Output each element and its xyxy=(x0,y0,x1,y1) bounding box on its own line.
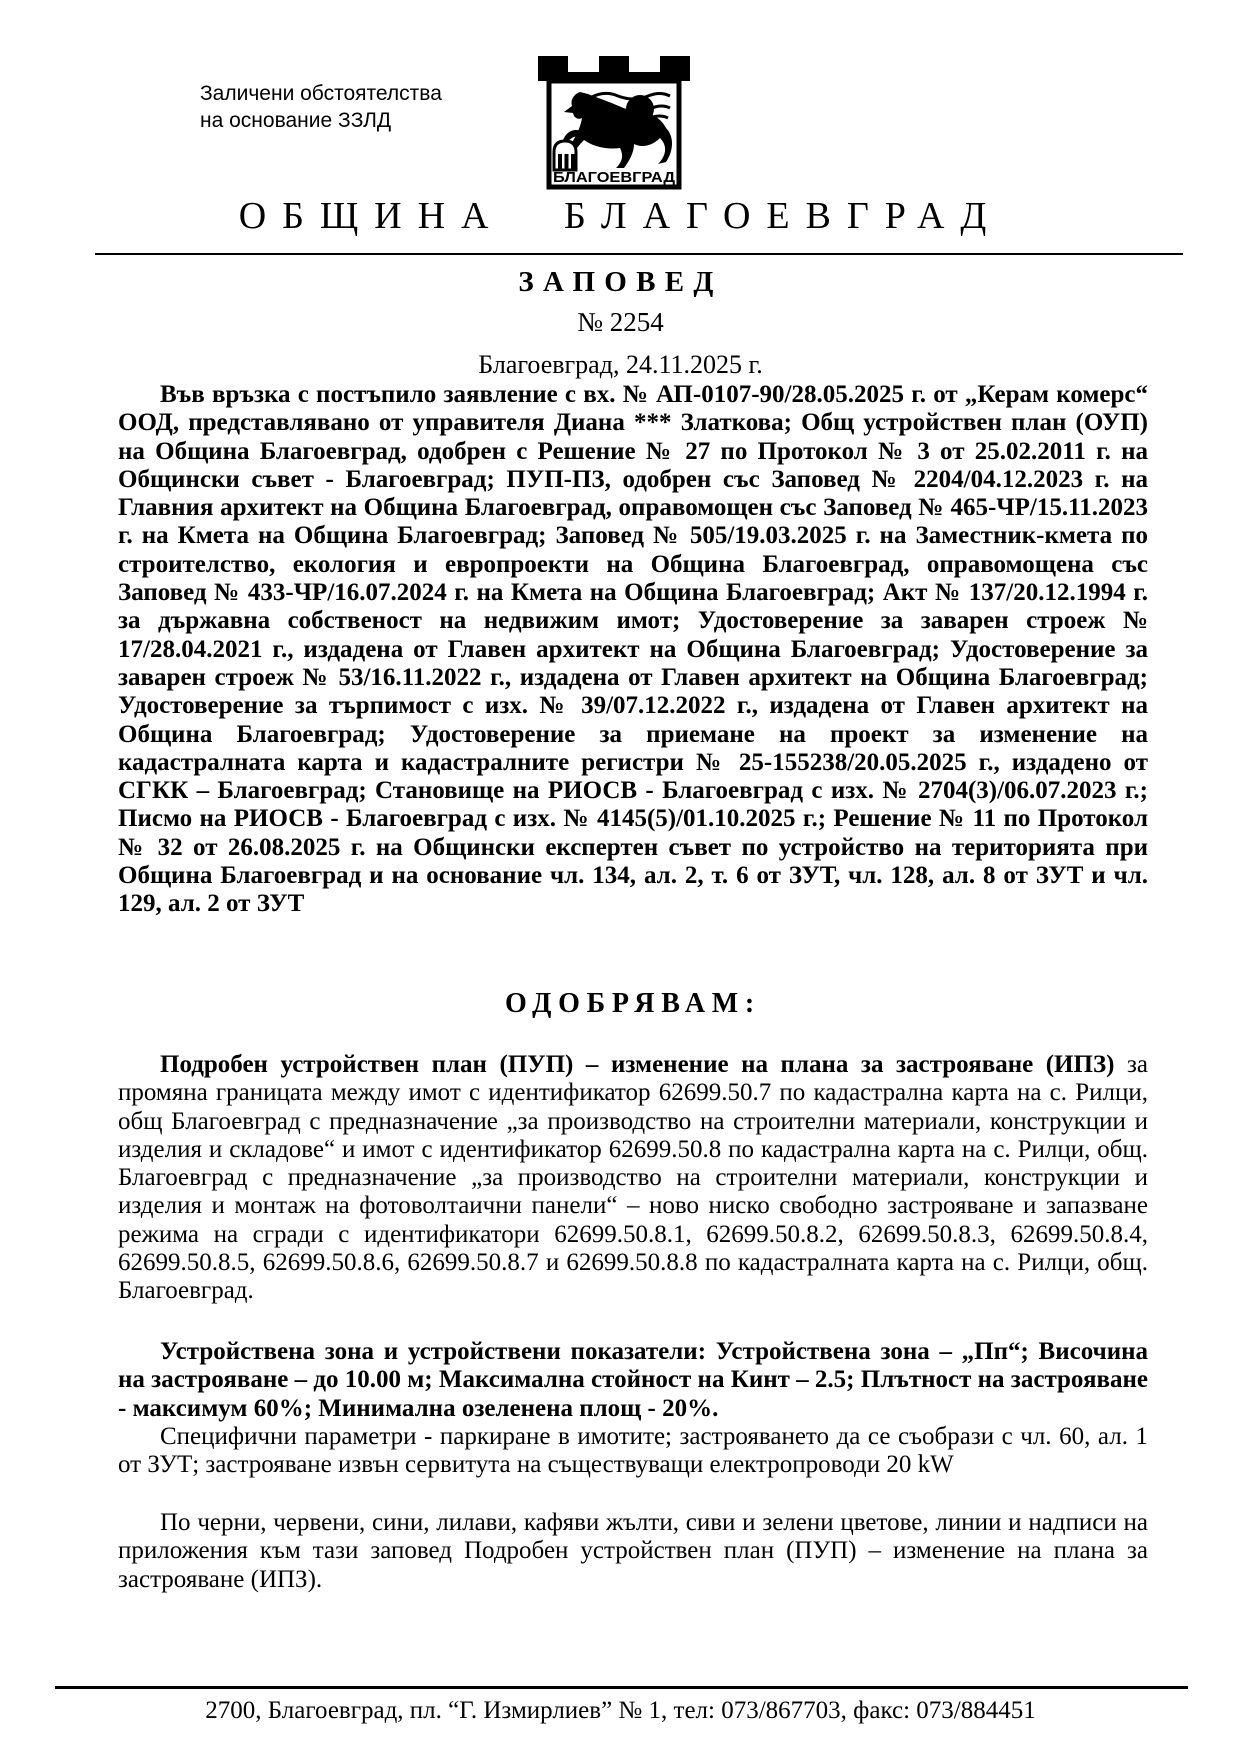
pup-paragraph-bold-lead: Подробен устройствен план (ПУП) – изменение на плана за застрояване (ИПЗ) xyxy=(160,1051,1115,1078)
municipal-coat-of-arms xyxy=(528,54,700,194)
colors-note-paragraph: По черни, червени, сини, лилави, кафяви жълти, сиви и зелени цветове, линии и надписи на приложения към тази заповед Подробен устройствен план (ПУП) – изменение на плана за застрояване (ИПЗ). xyxy=(118,1509,1148,1593)
preamble-paragraph: Във връзка с постъпило заявление с вх. № АП-0107-90/28.05.2025 г. от „Керам комерс“ ООД, представлявано от управителя Диана *** Златкова; Общ устройствен план (ОУП) на Община Благоевград, одобрен с Решение № 27 по Протокол № 3 от 25.02.2011 г. на Общински съвет - Благоевград; ПУП-ПЗ, одобрен със Заповед № 2204/04.12.2023 г. на Главния архитект на Община Благоевград, оправомощен със Заповед № 465-ЧР/15.11.2023 г. на Кмета на Община Благоевград; Заповед № 505/19.03.2025 г. на Заместник-кмета по строителство, екология и европроекти на Община Благоевград, оправомощена със Заповед № 433-ЧР/16.07.2024 г. на Кмета на Община Благоевград; Акт № 137/20.12.1994 г. за държавна собственост на недвижим имот; Удостоверение за заварен строеж № 17/28.04.2021 г., издадена от Главен архитект на Община Благоевград; Удостоверение за заварен строеж № 53/16.11.2022 г., издадена от Главен архитект на Община Благоевград; Удостоверение за търпимост с изх. № 39/07.12.2022 г., издадена от Главен архитект на Община Благоевград; Удостоверение за приемане на проект за изменение на кадастралната карта и кадастралните регистри № 25-155238/20.05.2025 г., издадено от СГКК – Благоевград; Становище на РИОСВ - Благоевград с изх. № 2704(3)/06.07.2023 г.; Писмо на РИОСВ - Благоевград с изх. № 4145(5)/01.10.2025 г.; Решение № 11 по Протокол № 32 от 26.08.2025 г. на Общински експертен съвет по устройство на територията при Община Благоевград и на основание чл. 134, ал. 2, т. 6 от ЗУТ, чл. 128, ал. 8 от ЗУТ и чл. 129, ал. 2 от ЗУТ xyxy=(118,381,1148,918)
specific-parameters-paragraph: Специфични параметри - паркиране в имотите; застрояването да се съобрази с чл. 60, ал. 1 от ЗУТ; застрояване извън сервитута на съществуващи електропроводи 20 kW xyxy=(118,1422,1148,1479)
order-heading: ЗАПОВЕД xyxy=(518,266,723,298)
zone-block xyxy=(118,1338,1148,1479)
pup-paragraph xyxy=(118,1051,1148,1306)
header-divider-line xyxy=(95,253,1183,255)
emblem-monument-icon xyxy=(554,141,576,170)
colors-note-block xyxy=(118,1509,1148,1594)
municipality-title: ОБЩИНА БЛАГОЕВГРАД xyxy=(238,195,1003,237)
order-place-date: Благоевград, 24.11.2025 г. xyxy=(478,350,763,379)
emblem-caption: БЛАГОЕВГРАД xyxy=(553,169,676,186)
preamble-block xyxy=(118,381,1148,919)
redaction-note-line2: на основание ЗЗЛД xyxy=(200,109,392,132)
redaction-note-line1: Заличени обстоятелства xyxy=(200,82,442,105)
approve-heading: ОДОБРЯВАМ: xyxy=(505,988,761,1019)
pup-block xyxy=(118,1051,1148,1306)
order-number: № 2254 xyxy=(577,307,664,337)
footer-address: 2700, Благоевград, пл. “Г. Измирлиев” № 1, тел: 073/867703, факс: 073/884451 xyxy=(205,1697,1036,1724)
emblem-crown-icon xyxy=(538,56,690,81)
zone-parameters-paragraph: Устройствена зона и устройствени показатели: Устройствена зона – „Пп“; Височина на застрояване – до 10.00 м; Максимална стойност на Кинт – 2.5; Плътност на застрояване - максимум 60%; Минимална озеленена площ - 20%. xyxy=(118,1338,1148,1422)
footer-divider-line xyxy=(55,1686,1188,1689)
pup-paragraph-rest: за промяна границата между имот с идентификатор 62699.50.7 по кадастрална карта на с. Рилци, общ Благоевград с предназначение „за производство на строителни материали, конструкции и изделия и складове“ и имот с идентификатор 62699.50.8 по кадастрална карта на с. Рилци, общ. Благоевград с предназначение „за производство на строителни материали, конструкции и изделия и монтаж на фотоволтаични панели“ – ново ниско свободно застрояване и запазване режима на сгради с идентификатори 62699.50.8.1, 62699.50.8.2, 62699.50.8.3, 62699.50.8.4, 62699.50.8.5, 62699.50.8.6, 62699.50.8.7 и 62699.50.8.8 по кадастралната карта на с. Рилци, общ. Благоевград. xyxy=(118,1051,1148,1305)
redaction-note xyxy=(200,80,442,134)
